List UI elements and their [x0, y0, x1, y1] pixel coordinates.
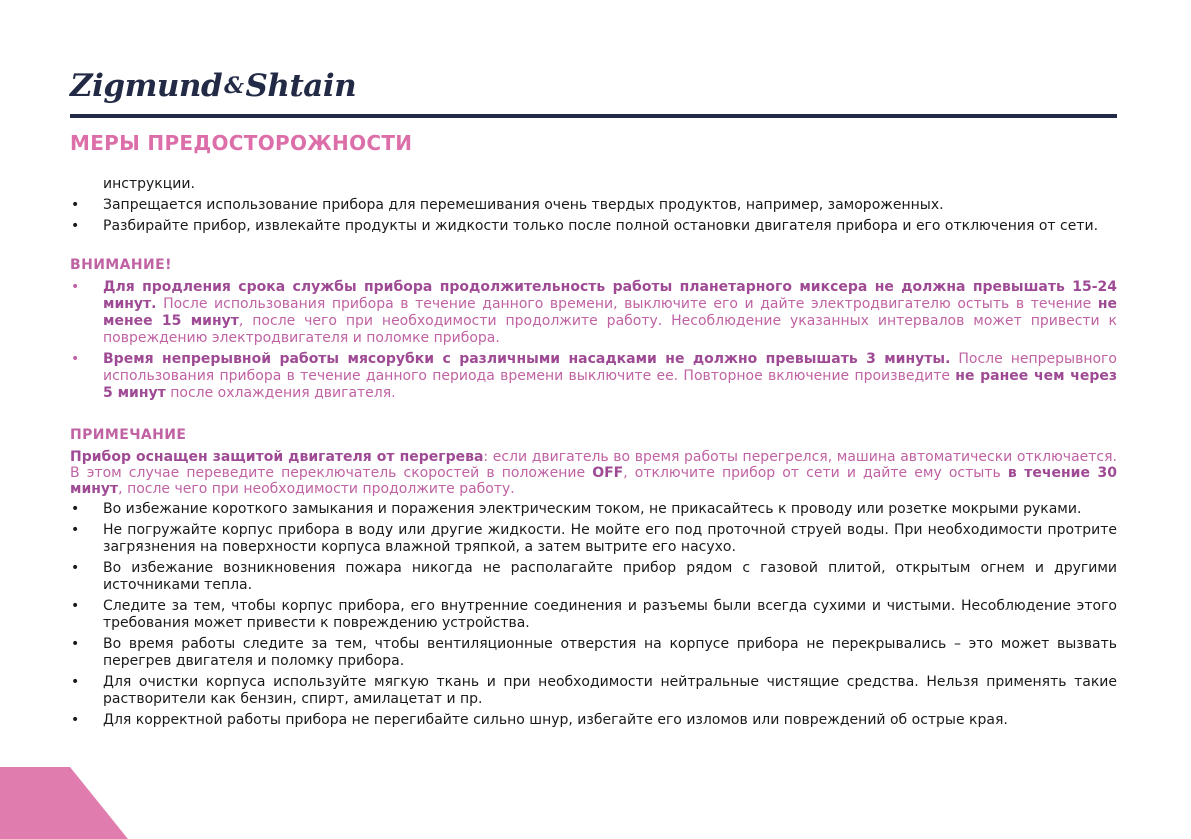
note-text: , отключите прибор от сети и дайте ему остыть	[623, 465, 1008, 481]
list-item: • Во избежание короткого замыкания и поражения электрическим током, не прикасайтесь к проводу или розетке мокрыми руками.	[70, 501, 1117, 518]
list-item: • Во избежание возникновения пожара никогда не располагайте прибор рядом с газовой плитой, открытым огнем и другими источниками тепла.	[70, 560, 1117, 594]
corner-decoration	[0, 767, 128, 839]
note-bold: OFF	[592, 465, 624, 481]
note-bold: в течение 30 минут	[70, 465, 1117, 497]
continuation-text: инструкции.	[103, 176, 195, 192]
page-content	[70, 176, 1117, 733]
note-paragraph	[70, 449, 1117, 497]
warning-bold: не ранее чем через 5 минут	[103, 368, 1117, 401]
brand-ampersand: &	[224, 73, 244, 99]
warning-text: После непрерывного использования прибора в течение данного периода времени выключите ее. Повторное включение произведите	[103, 351, 1117, 384]
brand-name-part1: Zigmund	[70, 68, 223, 104]
warning-text: , после чего при необходимости продолжите работу. Несоблюдение указанных интервалов может привести к повреждению электродвигателя и поломке прибора.	[103, 313, 1118, 346]
list-item: • Для корректной работы прибора не перегибайте сильно шнур, избегайте его изломов или повреждений об острые края.	[70, 712, 1117, 729]
intro-list	[70, 197, 1117, 235]
list-item: • Следите за тем, чтобы корпус прибора, его внутренние соединения и разъемы были всегда сухими и чистыми. Несоблюдение этого требования может привести к повреждению устройства.	[70, 598, 1117, 632]
note-text: , после чего при необходимости продолжите работу.	[118, 481, 515, 497]
list-item: • Во время работы следите за тем, чтобы вентиляционные отверстия на корпусе прибора не перекрывались – это может вызвать перегрев двигателя и поломку прибора.	[70, 636, 1117, 670]
warning-bold: Для продления срока службы прибора продолжительность работы планетарного миксера не должна превышать 15-24 минут.	[103, 279, 1117, 312]
header-divider	[70, 114, 1117, 118]
warning-item	[70, 351, 1117, 402]
list-item: • Для очистки корпуса используйте мягкую ткань и при необходимости нейтральные чистящие средства. Нельзя применять такие растворители как бензин, спирт, амилацетат и пр.	[70, 674, 1117, 708]
list-item: • Разбирайте прибор, извлекайте продукты и жидкости только после полной остановки двигателя прибора и его отключения от сети.	[70, 218, 1117, 235]
note-bold: Прибор оснащен защитой двигателя от перегрева	[70, 449, 484, 465]
list-item: • Не погружайте корпус прибора в воду или другие жидкости. Не мойте его под проточной струей воды. При необходимости протрите загрязнения на поверхности корпуса влажной тряпкой, а затем вытрите его насухо.	[70, 522, 1117, 556]
note-text: : если двигатель во время работы перегрелся, машина автоматически отключается. В этом случае переведите переключатель скоростей в положение	[70, 449, 1117, 481]
warning-bold: Время непрерывной работы мясорубки с различными насадками не должно превышать 3 минуты.	[103, 351, 951, 367]
page-title: МЕРЫ ПРЕДОСТОРОЖНОСТИ	[70, 131, 413, 155]
note-heading: ПРИМЕЧАНИЕ	[70, 427, 187, 443]
warning-heading: ВНИМАНИЕ!	[70, 257, 172, 273]
note-list	[70, 501, 1117, 729]
brand-logo	[70, 68, 356, 104]
list-item: • Запрещается использование прибора для перемешивания очень твердых продуктов, например, замороженных.	[70, 197, 1117, 214]
brand-name-part2: Shtain	[245, 68, 357, 104]
warning-list	[70, 279, 1117, 402]
warning-bold: не менее 15 минут	[103, 296, 1117, 329]
warning-text: после охлаждения двигателя.	[165, 385, 396, 401]
warning-item	[70, 279, 1117, 347]
warning-text: После использования прибора в течение данного времени, выключите его и дайте электродвигателю остыть в течение	[156, 296, 1098, 312]
